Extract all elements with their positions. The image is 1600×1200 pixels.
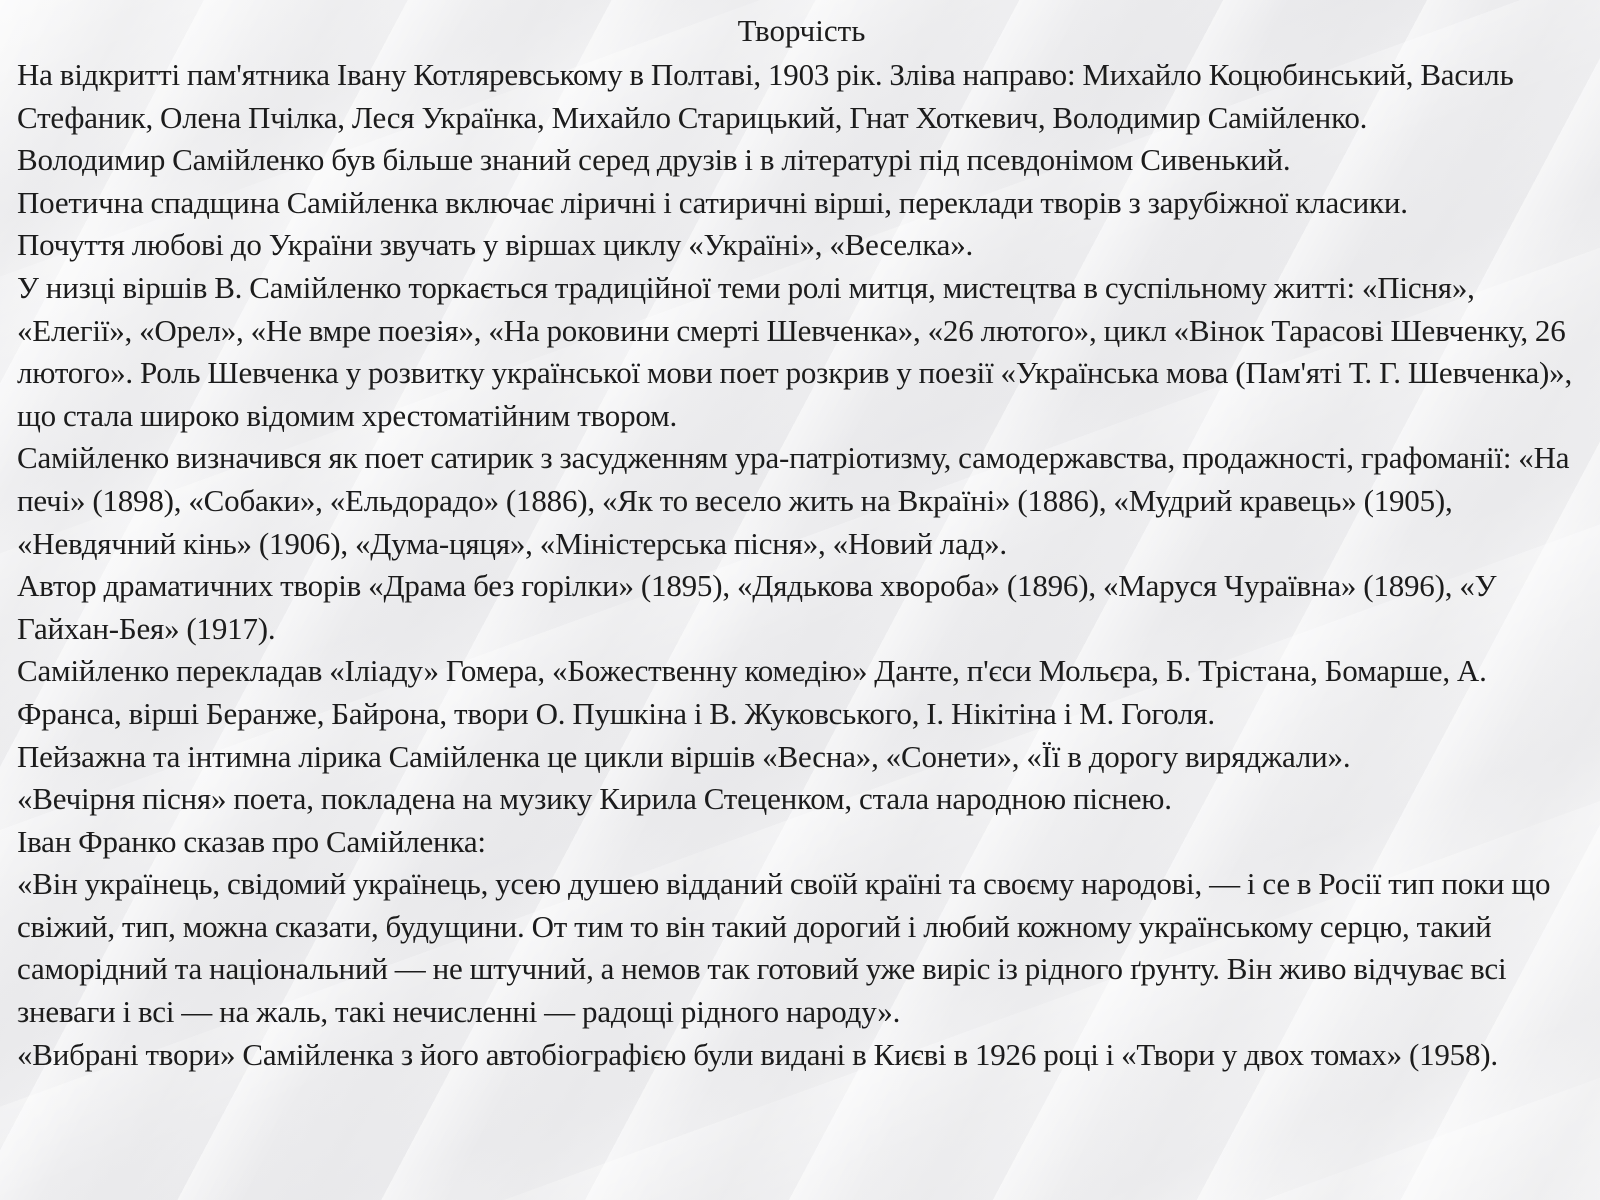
paragraph-monument-photo: На відкритті пам'ятника Івану Котляревському в Полтаві, 1903 рік. Зліва направо: Михайло Коцюбинський, Василь Стефаник, Олена Пчілка, Леся Українка, Михайло Старицький, Гнат Хоткевич, Володимир Самійленко.: [17, 57, 1514, 135]
paragraph-selected-works: «Вибрані твори» Самійленка з його автобіографією були видані в Києві в 1926 році і «Твори у двох томах» (1958).: [17, 1036, 1498, 1072]
paragraph-love-for-ukraine: Почуття любові до України звучать у віршах циклу «Україні», «Веселка».: [17, 227, 974, 263]
paragraph-satire: Самійленко визначився як поет сатирик з засудженням ура-патріотизму, самодержавства, продажності, графоманії: «На печі» (1898), «Собаки», «Ельдорадо» (1886), «Як то весело жить на Вкраїні» (1886), «Мудрий кравець» (1905), «Невдячний кінь» (1906), «Дума-цяця», «Міністерська пісня», «Новий лад».: [17, 440, 1570, 561]
slide-title: Творчість: [737, 13, 866, 48]
paragraph-landscape-lyrics: Пейзажна та інтимна лірика Самійленка це цикли віршів «Весна», «Сонети», «Її в дорогу виряджали».: [17, 738, 1351, 774]
paragraph-pseudonym: Володимир Самійленко був більше знаний серед друзів і в літературі під псевдонімом Сивенький.: [17, 142, 1291, 178]
paragraph-translations: Самійленко перекладав «Іліаду» Гомера, «Божественну комедію» Данте, п'єси Мольєра, Б. Трістана, Бомарше, А. Франса, вірші Беранже, Байрона, твори О. Пушкіна і В. Жуковського, І. Нікітіна і М. Гоголя.: [17, 653, 1487, 731]
slide-body: [17, 54, 1586, 1076]
paragraph-franko-intro: Іван Франко сказав про Самійленка:: [17, 823, 486, 859]
paragraph-dramatic-works: Автор драматичних творів «Драма без горілки» (1895), «Дядькова хвороба» (1896), «Маруся Чураївна» (1896), «У Гайхан-Бея» (1917).: [17, 568, 1497, 646]
paragraph-artist-role: У низці віршів В. Самійленко торкається традиційної теми ролі митця, мистецтва в суспільному житті: «Пісня», «Елегії», «Орел», «Не вмре поезія», «На роковини смерті Шевченка», «26 лютого», цикл «Вінок Тарасові Шевченку, 26 лютого». Роль Шевченка у розвитку української мови поет розкрив у поезії «Українська мова (Пам'яті Т. Г. Шевченка)», що стала широко відомим хрестоматійним твором.: [17, 269, 1572, 433]
paragraph-poetic-heritage: Поетична спадщина Самійленка включає ліричні і сатиричні вірші, переклади творів з зарубіжної класики.: [17, 184, 1408, 220]
paragraph-evening-song: «Вечірня пісня» поета, покладена на музику Кирила Стеценком, стала народною піснею.: [17, 781, 1172, 817]
paragraph-franko-quote: «Він українець, свідомий українець, усею душею відданий своїй країні та своєму народові, — і се в Росії тип поки що свіжий, тип, можна сказати, будущини. От тим то він такий дорогий і любий кожному українському серцю, такий саморідний та національний — не штучний, а немов так готовий уже виріс із рідного ґрунту. Він живо відчуває всі зневаги і всі — на жаль, такі нечисленні — радощі рідного народу».: [17, 866, 1551, 1030]
